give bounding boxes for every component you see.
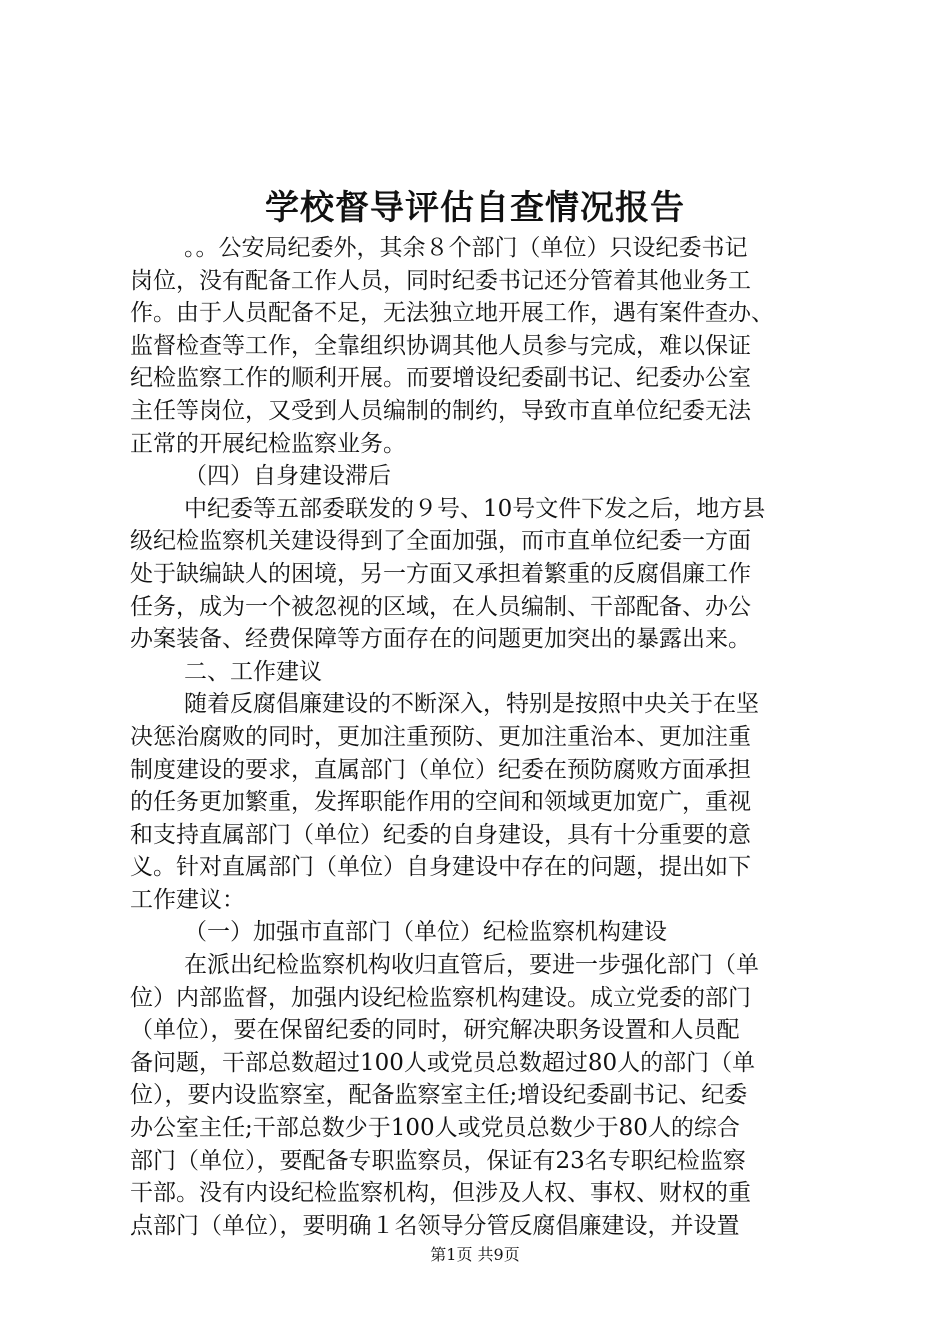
text-line: 监督检查等工作，全靠组织协调其他人员参与完成，难以保证 xyxy=(130,332,751,359)
text-line: 。。公安局纪委外，其余８个部门（单位）只设纪委书记 xyxy=(184,235,748,261)
text-line: 备问题，干部总数超过100人或党员总数超过80人的部门（单 xyxy=(130,1049,756,1076)
text-line: 任务，成为一个被忽视的区域，在人员编制、干部配备、办公 xyxy=(130,593,751,620)
text-line: 办案装备、经费保障等方面存在的问题更加突出的暴露出来。 xyxy=(130,626,751,653)
text-line: 正常的开展纪检监察业务。 xyxy=(130,430,406,457)
text-line: （单位），要在保留纪委的同时，研究解决职务设置和人员配 xyxy=(130,1017,740,1044)
text-line: （一）加强市直部门（单位）纪检监察机构建设 xyxy=(184,919,667,946)
text-line: 岗位，没有配备工作人员，同时纪委书记还分管着其他业务工 xyxy=(130,267,751,294)
text-line: （四）自身建设滞后 xyxy=(184,463,391,490)
text-line: 干部。没有内设纪检监察机构，但涉及人权、事权、财权的重 xyxy=(130,1180,751,1207)
text-line: 二、工作建议 xyxy=(184,658,322,685)
text-line: 点部门（单位），要明确１名领导分管反腐倡廉建设，并设置 xyxy=(130,1212,740,1239)
text-line: 随着反腐倡廉建设的不断深入，特别是按照中央关于在坚 xyxy=(184,691,759,718)
document-body xyxy=(130,232,830,1242)
text-line: 位）内部监督，加强内设纪检监察机构建设。成立党委的部门 xyxy=(130,984,751,1011)
text-line: 部门（单位），要配备专职监察员，保证有23名专职纪检监察 xyxy=(130,1147,746,1174)
text-line: 中纪委等五部委联发的９号、10号文件下发之后，地方县 xyxy=(184,495,766,522)
text-line: 主任等岗位，又受到人员编制的制约，导致市直单位纪委无法 xyxy=(130,397,751,424)
text-line: 位），要内设监察室，配备监察室主任;增设纪委副书记、纪委 xyxy=(130,1082,748,1109)
text-line: 工作建议： xyxy=(130,886,245,913)
text-line: 决惩治腐败的同时，更加注重预防、更加注重治本、更加注重 xyxy=(130,723,751,750)
text-line: 的任务更加繁重，发挥职能作用的空间和领域更加宽广，重视 xyxy=(130,789,751,816)
text-line: 处于缺编缺人的困境，另一方面又承担着繁重的反腐倡廉工作 xyxy=(130,560,751,587)
text-line: 级纪检监察机关建设得到了全面加强，而市直单位纪委一方面 xyxy=(130,528,751,555)
text-line: 作。由于人员配备不足，无法独立地开展工作，遇有案件查办、 xyxy=(130,300,774,327)
page-footer: 第1页 共9页 xyxy=(430,1245,520,1264)
text-line: 纪检监察工作的顺利开展。而要增设纪委副书记、纪委办公室 xyxy=(130,365,751,392)
document-title: 学校督导评估自查情况报告 xyxy=(265,188,685,228)
text-line: 制度建设的要求，直属部门（单位）纪委在预防腐败方面承担 xyxy=(130,756,751,783)
text-line: 办公室主任;干部总数少于100人或党员总数少于80人的综合 xyxy=(130,1115,740,1142)
text-line: 义。针对直属部门（单位）自身建设中存在的问题，提出如下 xyxy=(130,854,751,881)
text-line: 在派出纪检监察机构收归直管后，要进一步强化部门（单 xyxy=(184,952,759,979)
text-line: 和支持直属部门（单位）纪委的自身建设，具有十分重要的意 xyxy=(130,821,751,848)
